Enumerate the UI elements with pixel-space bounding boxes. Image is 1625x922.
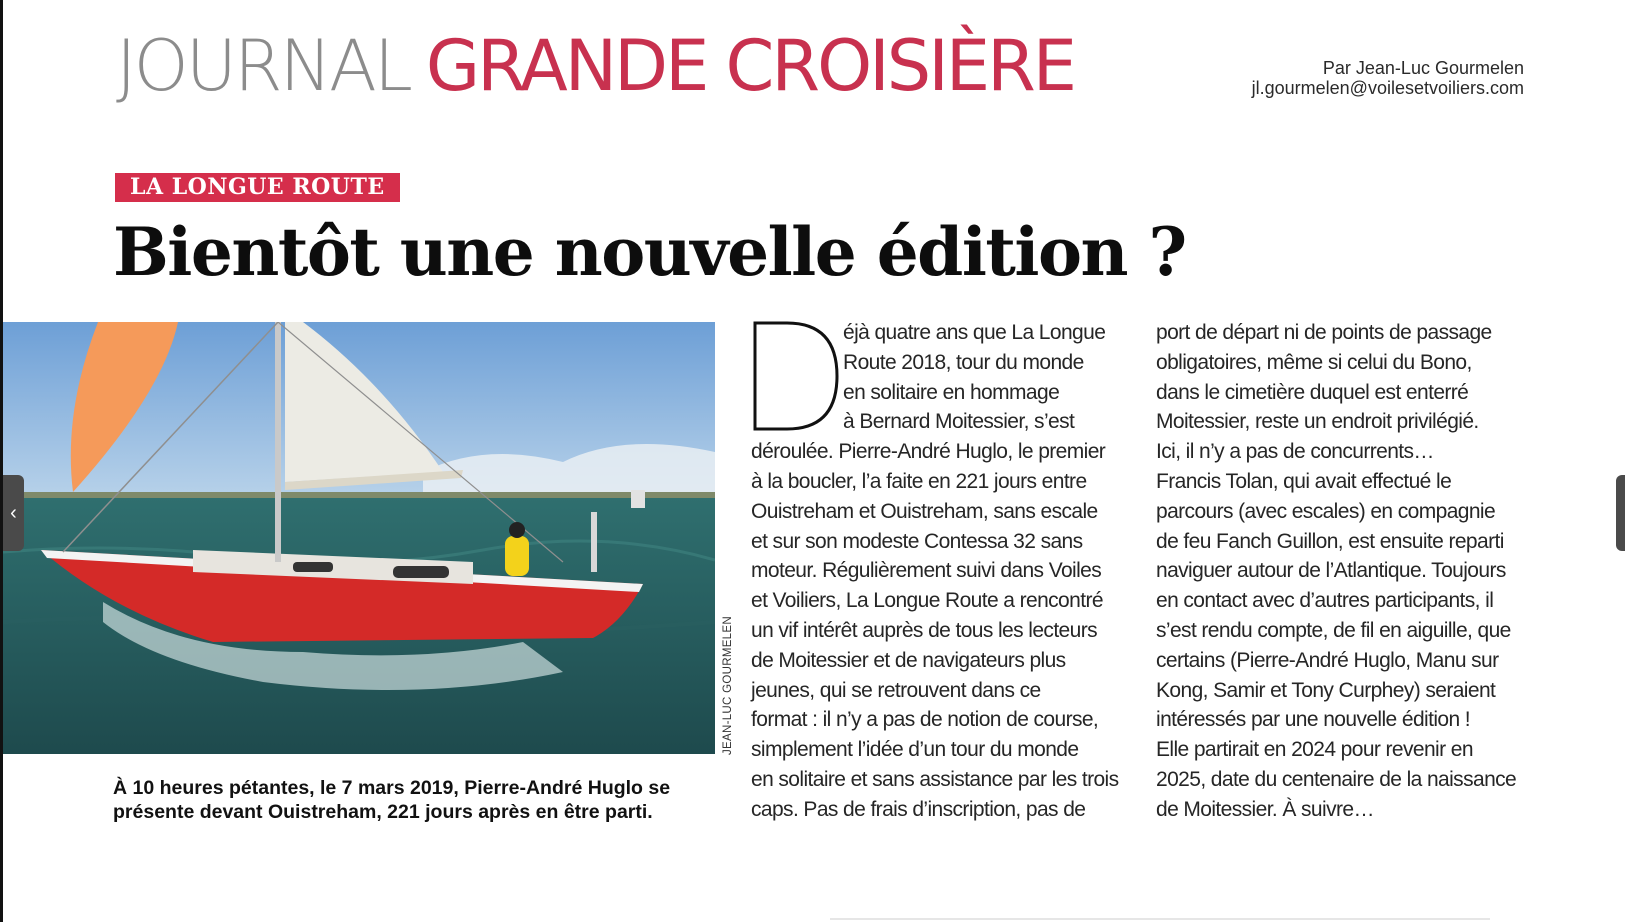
text-line: Ouistreham et Ouistreham, sans escale	[751, 499, 1098, 523]
section-header	[116, 25, 1074, 107]
text-line: certains (Pierre-André Huglo, Manu sur	[1156, 648, 1499, 672]
text-line: simplement l’idée d’un tour du monde	[751, 738, 1079, 762]
text-line: et sur son modeste Contessa 32 sans	[751, 529, 1083, 553]
text-line: Route 2018, tour du monde	[843, 350, 1084, 374]
text-line: obligatoires, même si celui du Bono,	[1156, 350, 1472, 374]
article-column-2	[1156, 318, 1536, 825]
text-line: caps. Pas de frais d’inscription, pas de	[751, 797, 1086, 821]
text-line: déroulée. Pierre-André Huglo, le premier	[751, 440, 1106, 464]
text-line: en solitaire en hommage	[843, 380, 1060, 404]
text-line: de Moitessier et de navigateurs plus	[751, 648, 1066, 672]
header-word-grande-croisiere: GRANDE CROISIÈRE	[425, 25, 1074, 107]
headline: Bientôt une nouvelle édition ?	[113, 213, 1186, 291]
text-line: Ici, il n’y a pas de concurrents…	[1156, 440, 1434, 464]
next-page-handle[interactable]	[1616, 475, 1625, 551]
text-line: Elle partirait en 2024 pour revenir en	[1156, 738, 1473, 762]
previous-page-button[interactable]	[3, 475, 24, 551]
text-line: un vif intérêt auprès de tous les lecteurs	[751, 618, 1098, 642]
text-line: jeunes, qui se retrouvent dans ce	[751, 678, 1041, 702]
text-line: à Bernard Moitessier, s’est	[843, 410, 1075, 434]
text-line: naviguer autour de l’Atlantique. Toujours	[1156, 559, 1506, 583]
text-line: Moitessier, reste un endroit privilégié.	[1156, 410, 1479, 434]
text-line: et Voiliers, La Longue Route a rencontré	[751, 589, 1103, 613]
photo-credit-text: JEAN-LUC GOURMELEN	[722, 616, 734, 755]
photo-credit	[715, 616, 735, 755]
rubric-tag: LA LONGUE ROUTE	[115, 173, 400, 202]
photo-caption	[113, 776, 670, 824]
byline	[1252, 58, 1524, 98]
caption-line-2: présente devant Ouistreham, 221 jours après en être parti.	[113, 801, 653, 823]
header-word-journal: JOURNAL	[116, 25, 410, 107]
byline-author: Par Jean-Luc Gourmelen	[1322, 58, 1524, 78]
text-line: en contact avec d’autres participants, il	[1156, 589, 1494, 613]
text-line: de feu Fanch Guillon, est ensuite reparti	[1156, 529, 1504, 553]
article-column-1	[751, 318, 1131, 825]
text-line: format : il n’y a pas de notion de course,	[751, 708, 1099, 732]
text-line: s’est rendu compte, de fil en aiguille, que	[1156, 618, 1511, 642]
text-line: à la boucler, l’a faite en 221 jours entre	[751, 469, 1087, 493]
text-line: intéressés par une nouvelle édition !	[1156, 708, 1471, 732]
text-line: 2025, date du centenaire de la naissance	[1156, 767, 1517, 791]
text-line: parcours (avec escales) en compagnie	[1156, 499, 1496, 523]
text-line: port de départ ni de points de passage	[1156, 321, 1492, 344]
text-line: Francis Tolan, qui avait effectué le	[1156, 469, 1452, 493]
text-line: de Moitessier. À suivre…	[1156, 797, 1374, 821]
caption-line-1: À 10 heures pétantes, le 7 mars 2019, Pierre-André Huglo se	[113, 777, 671, 799]
text-line: dans le cimetière duquel est enterré	[1156, 380, 1469, 404]
sailboat-photo	[3, 322, 715, 754]
text-line: moteur. Régulièrement suivi dans Voiles	[751, 559, 1102, 583]
text-line: en solitaire et sans assistance par les trois	[751, 767, 1119, 791]
text-line: Kong, Samir et Tony Curphey) seraient	[1156, 678, 1496, 702]
page-bottom-rule	[830, 918, 1490, 920]
byline-email: jl.gourmelen@voilesetvoiliers.com	[1251, 78, 1524, 98]
text-line: éjà quatre ans que La Longue	[843, 321, 1106, 344]
chevron-left-icon: ‹	[10, 502, 17, 524]
